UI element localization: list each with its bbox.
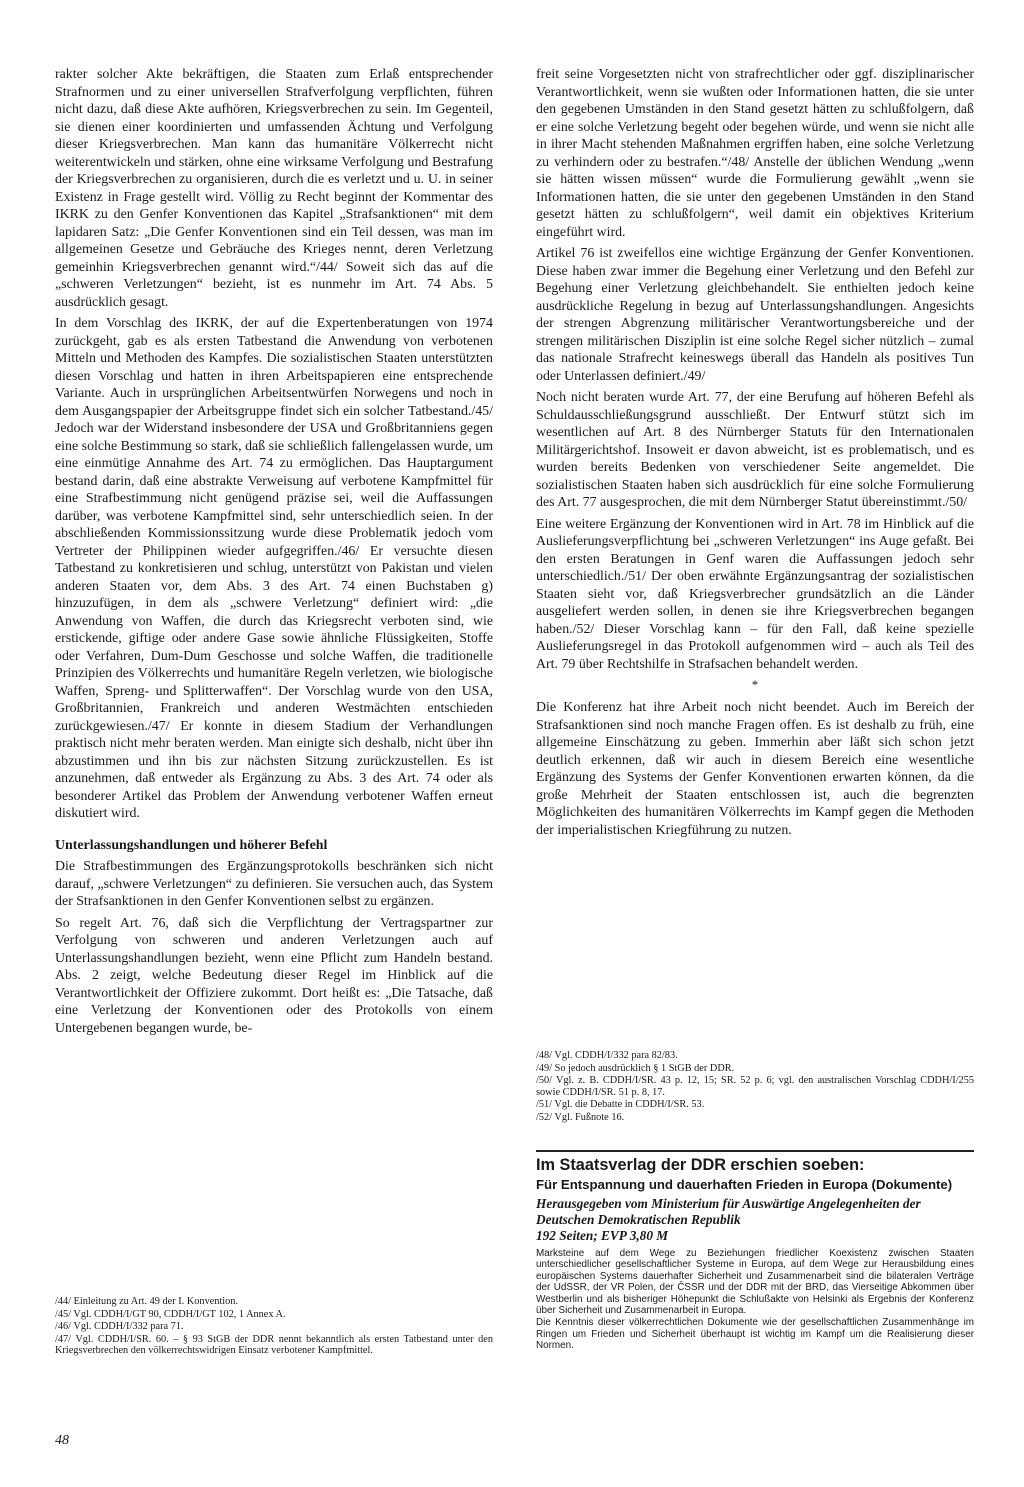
body-paragraph: Die Konferenz hat ihre Arbeit noch nicht beendet. Auch im Bereich der Strafsanktionen sind noch manche Fragen offen. Es ist deshalb zu früh, eine allgemeine Einschätzung zu geben. Immerhin aber läßt sich schon jetzt deutlich erkennen, daß wir auch in diesem Bereich eine wesentliche Ergänzung des Systems der Genfer Konventionen erwarten können, da die große Mehrheit der Staaten entschlossen ist, auch die begrenzten Möglichkeiten des humanitären Völkerrechts im Kampf gegen die Methoden der imperialistischen Kriegführung zu nutzen. [536,700,974,838]
left-column [55,66,493,1041]
left-footnotes [55,1296,493,1358]
footnote: /48/ Vgl. CDDH/I/332 para 82/83. [536,1050,678,1061]
page-number: 48 [55,1433,69,1448]
ad-headline: Im Staatsverlag der DDR erschien soeben: [536,1156,865,1174]
body-paragraph: In dem Vorschlag des IKRK, der auf die Expertenberatungen von 1974 zurückgeht, gab es als ersten Tatbestand die Anwendung von verbotenen Mitteln und Methoden des Kampfes. Die sozialistischen Staaten unterstützten diesen Vorschlag und hatten in ihren Arbeitspapieren eine entsprechende Variante. Auch in ursprünglichen Arbeitsentwürfen Norwegens und noch in dem Ausgangspapier der Arbeitsgruppe findet sich ein solcher Tatbestand./45/ Jedoch war der Widerstand insbesondere der USA und Großbritanniens gegen eine solche Bestimmung so stark, daß sie schließlich fallengelassen wurde, um eine einmütige Annahme des Art. 74 zu ermöglichen. Das Hauptargument bestand darin, daß eine abstrakte Verweisung auf verbotene Kampfmittel für eine Strafbestimmung nicht genügend präzise sei, weil die Auffassungen darüber, was verbotene Kampfmittel sind, sehr unterschiedlich seien. In der abschließenden Kommissionssitzung wurde diese Problematik jedoch vom Vertreter der Philippinen wieder aufgegriffen./46/ Er versuchte diesen Tatbestand zu konkretisieren und schlug, unterstützt von Pakistan und vielen anderen Staaten vor, dem Abs. 3 des Art. 74 einen Buchstaben g) hinzuzufügen, in dem als „schwere Verletzung“ definiert wird: „die Anwendung von Waffen, die durch das Kriegsrecht verboten sind, wie erstickende, giftige oder andere Gase sowie ähnliche Flüssigkeiten, Stoffe oder Verfahren, Dum-Dum Geschosse und solche Waffen, die traditionelle Prinzipien des Völkerrechts und humanitäre Regeln verletzen, wie biologische Waffen, Spreng- und Splitterwaffen“. Der Vorschlag wurde von den USA, Großbritannien, Frankreich und anderen Westmächten entschieden zurückgewiesen./47/ Er konnte in diesem Stadium der Verhandlungen praktisch nicht mehr beraten werden. Man einigte sich deshalb, nicht über ihn abzustimmen und ihn bis zur nächsten Sitzung zurückzustellen. Es ist anzunehmen, daß entweder als Ergänzung zu Abs. 3 des Art. 74 oder als besonderer Artikel das Problem der Anwendung verbotener Waffen erneut diskutiert wird. [55,316,493,821]
footnote: /50/ Vgl. z. B. CDDH/I/SR. 43 p. 12, 15; SR. 52 p. 6; vgl. den australischen Vorschlag CDDH/I/255 sowie CDDH/I/SR. 51 p. 8, 17. [536,1075,974,1098]
body-paragraph: Artikel 76 ist zweifellos eine wichtige Ergänzung der Genfer Konventionen. Diese haben zwar immer die Begehung einer Verletzung und den Befehl zur Begehung einer Verletzung gleichbehandelt. Sie enthielten jedoch keine ausdrückliche Regelung in bezug auf Unterlassungshandlungen. Angesichts der strengen Abgrenzung militärischer Verantwortungsbereiche und der strengen militärischen Disziplin ist eine solche Regel sicher nützlich – zumal das nationale Strafrecht keineswegs überall das Handeln als positives Tun oder Unterlassen definiert./49/ [536,246,974,384]
body-paragraph: Die Strafbestimmungen des Ergänzungsprotokolls beschränken sich nicht darauf, „schwere Verletzungen“ zu definieren. Sie versuchen auch, das System der Strafsanktionen in den Genfer Konventionen selbst zu ergänzen. [55,859,493,909]
footnote: /46/ Vgl. CDDH/I/332 para 71. [55,1321,184,1333]
ad-publisher-text: Herausgegeben vom Ministerium für Auswärtige Angelegenheiten der Deutschen Demokratischen Republik [536,1195,921,1227]
advertisement-rule [536,1150,974,1152]
body-paragraph: So regelt Art. 76, daß sich die Verpflichtung der Vertragspartner zur Verfolgung von schweren und anderen Verletzungen auch auf Unterlassungshandlungen bezieht, wenn eine Pflicht zum Handeln bestand. Abs. 2 zeigt, welche Bedeutung dieser Regel im Hinblick auf die Verantwortlichkeit der Offiziere zukommt. Dort heißt es: „Die Tatsache, daß eine Verletzung der Konventionen oder des Protokolls von einem Untergebenen begangen wurde, be- [55,915,493,1036]
ad-description: Die Kenntnis dieser völkerrechtlichen Dokumente wie der gesellschaftlichen Zusammenhänge im Ringen um Frieden und Sicherheit überhaupt ist wichtig im Kampf um die Realisierung dieser Normen. [536,1317,974,1352]
ad-publisher-line [536,1196,974,1244]
ad-description: Marksteine auf dem Wege zu Beziehungen friedlicher Koexistenz zwischen Staaten unterschiedlicher gesellschaftlicher Systeme in Europa, auf dem Wege zur Herausbildung eines europäischen Systems dauerhafter Sicherheit und Zusammenarbeit sind die bilateralen Verträge der UdSSR, der VR Polen, der ČSSR und der DDR mit der BRD, das Vierseitige Abkommen über Westberlin und als bisheriger Höhepunkt die Schlußakte von Helsinki als Ergebnis der Konferenz über Sicherheit und Zusammenarbeit in Europa. [536,1247,974,1317]
footnote: /52/ Vgl. Fußnote 16. [536,1111,625,1123]
ad-book-title: Für Entspannung und dauerhaften Frieden in Europa (Dokumente) [536,1177,953,1192]
footnote: /49/ So jedoch ausdrücklich § 1 StGB der DDR. [536,1062,735,1074]
section-separator: * [751,677,759,692]
body-paragraph: freit seine Vorgesetzten nicht von strafrechtlicher oder ggf. disziplinarischer Verantwortlichkeit, wenn sie wußten oder Informationen hatten, die sie unter den gegebenen Umständen in den Stand gesetzt hätten zu schlußfolgern, daß er eine solche Verletzung begeht oder begehen würde, und wenn sie nicht alle in ihrer Macht stehenden Maßnahmen ergriffen haben, eine solche Verletzung zu verhindern oder zu bestrafen.“/48/ Anstelle der üblichen Wendung „wenn sie hätten wissen müssen“ wurde die Formulierung gewählt „wenn sie Informationen hatten, die sie unter den gegebenen Umständen in den Stand gesetzt hätten zu schlußfolgern“, weil damit ein objektives Kriterium eingeführt wird. [536,67,974,240]
ad-book-details: 192 Seiten; EVP 3,80 M [536,1227,669,1243]
right-column [536,66,974,843]
body-paragraph: rakter solcher Akte bekräftigen, die Staaten zum Erlaß entsprechender Strafnormen und zu einer universellen Strafverfolgung verpflichten, führen nicht dazu, daß diese Akte aufhören, Kriegsverbrechen zu sein. Im Gegenteil, sie dienen einer koordinierten und umfassenden Ächtung und Verfolgung dieser Kriegsverbrechen. Man kann das humanitäre Völkerrecht nicht weiterentwickeln und stärken, ohne eine wirksame Verfolgung und Bestrafung der Kriegsverbrechen zu organisieren, durch die es verletzt und u. U. in seiner Existenz in Frage gestellt wird. Völlig zu Recht beginnt der Kommentar des IKRK zu den Genfer Konventionen das Kapitel „Strafsanktionen“ mit dem lapidaren Satz: „Die Genfer Konventionen sind ein Teil dessen, was man im allgemeinen Gesetze und Gebräuche des Krieges nennt, deren Verletzung gemeinhin Kriegsverbrechen genannt wird.“/44/ Soweit sich das auf die „schweren Verletzungen“ bezieht, ist es nunmehr im Art. 74 Abs. 5 ausdrücklich gesagt. [55,67,493,310]
footnote: /51/ Vgl. die Debatte in CDDH/I/SR. 53. [536,1099,705,1111]
body-paragraph: Noch nicht beraten wurde Art. 77, der eine Berufung auf höheren Befehl als Schuldausschließungsgrund ausschließt. Der Entwurf stützt sich im wesentlichen auf Art. 8 des Nürnberger Statuts für den Internationalen Militärgerichtshof. Insoweit er davon abweicht, ist es problematisch, und es wurden bereits Bedenken von verschiedener Seite angemeldet. Die sozialistischen Staaten haben sich ausdrücklich für eine solche Formulierung des Art. 77 ausgesprochen, die mit dem Nürnberger Statut übereinstimmt./50/ [536,390,974,510]
footnote: /45/ Vgl. CDDH/I/GT 90, CDDH/I/GT 102, 1 Annex A. [55,1308,286,1320]
section-heading: Unterlassungshandlungen und höherer Befehl [55,837,328,853]
right-footnotes [536,1050,974,1125]
publisher-advertisement [536,1156,974,1352]
footnote: /47/ Vgl. CDDH/I/SR. 60. – § 93 StGB der DDR nennt bekanntlich als ersten Tatbestand unter den Kriegsverbrechen den völkerrechtswidrigen Einsatz verbotener Kampfmittel. [55,1333,493,1357]
footnote: /44/ Einleitung zu Art. 49 der I. Konvention. [55,1296,239,1307]
body-paragraph: Eine weitere Ergänzung der Konventionen wird in Art. 78 im Hinblick auf die Auslieferungsverpflichtung bei „schweren Verletzungen“ ins Auge gefaßt. Bei den ersten Beratungen in Genf waren die Auffassungen jedoch sehr unterschiedlich./51/ Der oben erwähnte Ergänzungsantrag der sozialistischen Staaten sieht vor, daß Kriegsverbrecher grundsätzlich an die Länder ausgeliefert werden sollen, in denen sie ihre Kriegsverbrechen begangen haben./52/ Dieser Vorschlag kann – für den Fall, daß keine spezielle Auslieferungsregel in das Protokoll aufgenommen wird – auch als Teil des Art. 79 über Rechtshilfe in Strafsachen behandelt werden. [536,516,974,672]
